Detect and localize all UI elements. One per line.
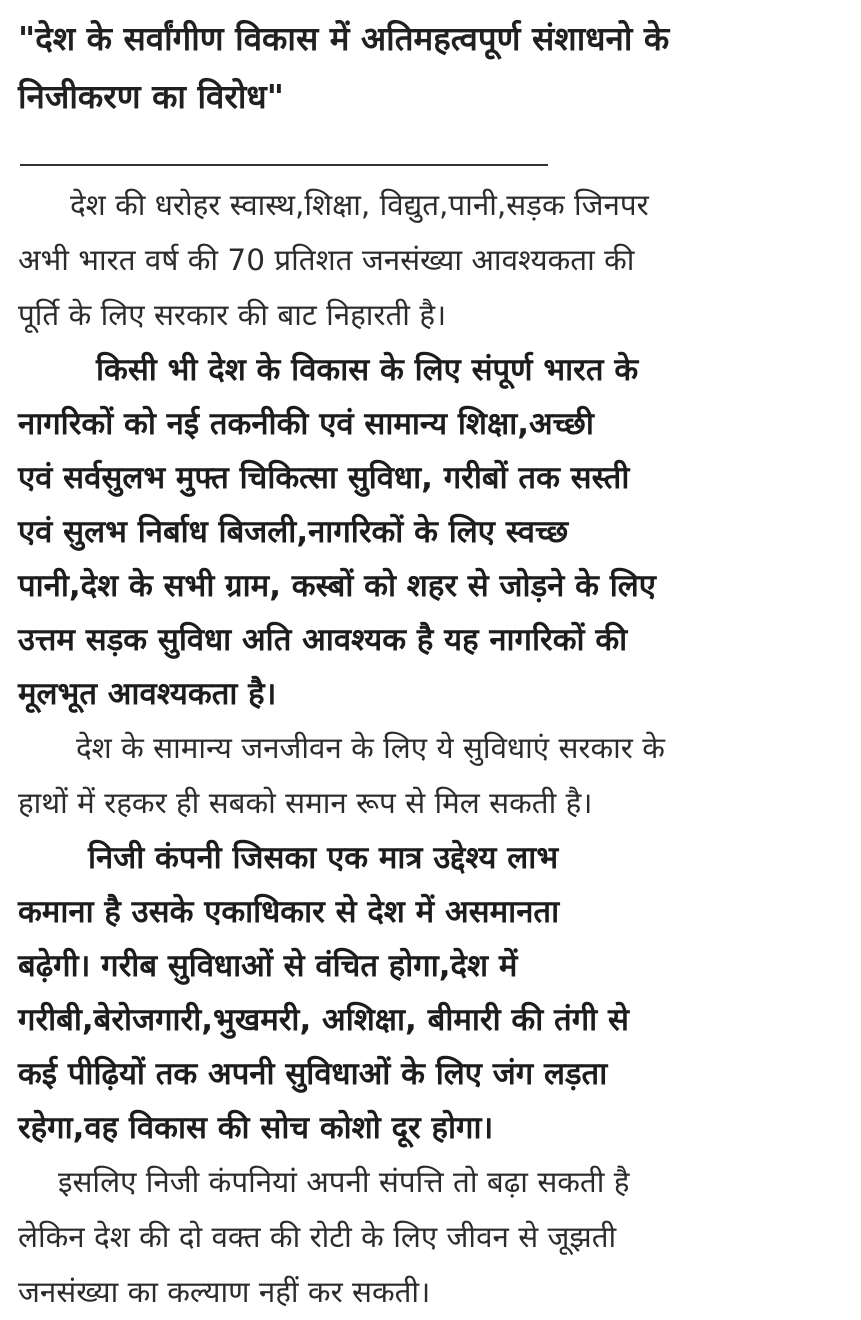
paragraph-line: किसी भी देश के विकास के लिए संपूर्ण भारत के — [96, 352, 639, 388]
paragraph-line: कई पीढ़ियों तक अपनी सुविधाओं के लिए जंग लड़ता — [18, 1056, 608, 1092]
paragraph-line: बढ़ेगी। गरीब सुविधाओं से वंचित होगा,देश में — [18, 948, 518, 984]
paragraph-line: देश के सामान्य जनजीवन के लिए ये सुविधाएं सरकार के — [76, 731, 665, 765]
paragraph-line: उत्तम सड़क सुविधा अति आवश्यक है यह नागरिकों की — [18, 622, 628, 658]
paragraph-line: इसलिए निजी कंपनियां अपनी संपत्ति तो बढ़ा सकती है — [58, 1165, 630, 1199]
paragraph-line: अभी भारत वर्ष की 70 प्रतिशत जनसंख्या आवश्यकता की — [18, 243, 635, 277]
paragraph-line: पूर्ति के लिए सरकार की बाट निहारती है। — [18, 298, 447, 332]
paragraph-line: हाथों में रहकर ही सबको समान रूप से मिल सकती है। — [18, 786, 593, 820]
document-page — [18, 10, 848, 1320]
paragraph-4 — [18, 831, 848, 1155]
paragraph-5 — [18, 1155, 848, 1320]
paragraph-line: नागरिकों को नई तकनीकी एवं सामान्य शिक्षा,अच्छी — [18, 406, 594, 442]
paragraph-line: कमाना है उसके एकाधिकार से देश में असमानता — [18, 894, 560, 930]
paragraph-1 — [18, 178, 848, 343]
paragraph-line: निजी कंपनी जिसका एक मात्र उद्देश्य लाभ — [88, 840, 559, 876]
paragraph-line: देश की धरोहर स्वास्थ,शिक्षा, विद्युत,पानी,सड़क जिनपर — [70, 188, 649, 222]
document-title — [18, 10, 848, 126]
paragraph-line: एवं सर्वसुलभ मुफ्त चिकित्सा सुविधा, गरीबों तक सस्ती — [18, 460, 630, 496]
paragraph-line: लेकिन देश की दो वक्त की रोटी के लिए जीवन से जूझती — [18, 1220, 617, 1254]
paragraph-line: पानी,देश के सभी ग्राम, कस्बों को शहर से जोड़ने के लिए — [18, 568, 656, 604]
paragraph-line: मूलभूत आवश्यकता है। — [18, 676, 277, 712]
paragraph-line: जनसंख्या का कल्याण नहीं कर सकती। — [18, 1275, 431, 1309]
title-underline-rule — [20, 164, 548, 166]
paragraph-3 — [18, 721, 848, 831]
paragraph-2 — [18, 343, 848, 721]
paragraph-line: रहेगा,वह विकास की सोच कोशो दूर होगा। — [18, 1110, 494, 1146]
title-line: निजीकरण का विरोध" — [18, 77, 284, 116]
title-line: "देश के सर्वांगीण विकास में अतिमहत्वपूर्ण संशाधनो के — [18, 19, 670, 58]
paragraph-line: गरीबी,बेरोजगारी,भुखमरी, अशिक्षा, बीमारी की तंगी से — [18, 1002, 629, 1038]
paragraph-line: एवं सुलभ निर्बाध बिजली,नागरिकों के लिए स्वच्छ — [18, 514, 569, 550]
